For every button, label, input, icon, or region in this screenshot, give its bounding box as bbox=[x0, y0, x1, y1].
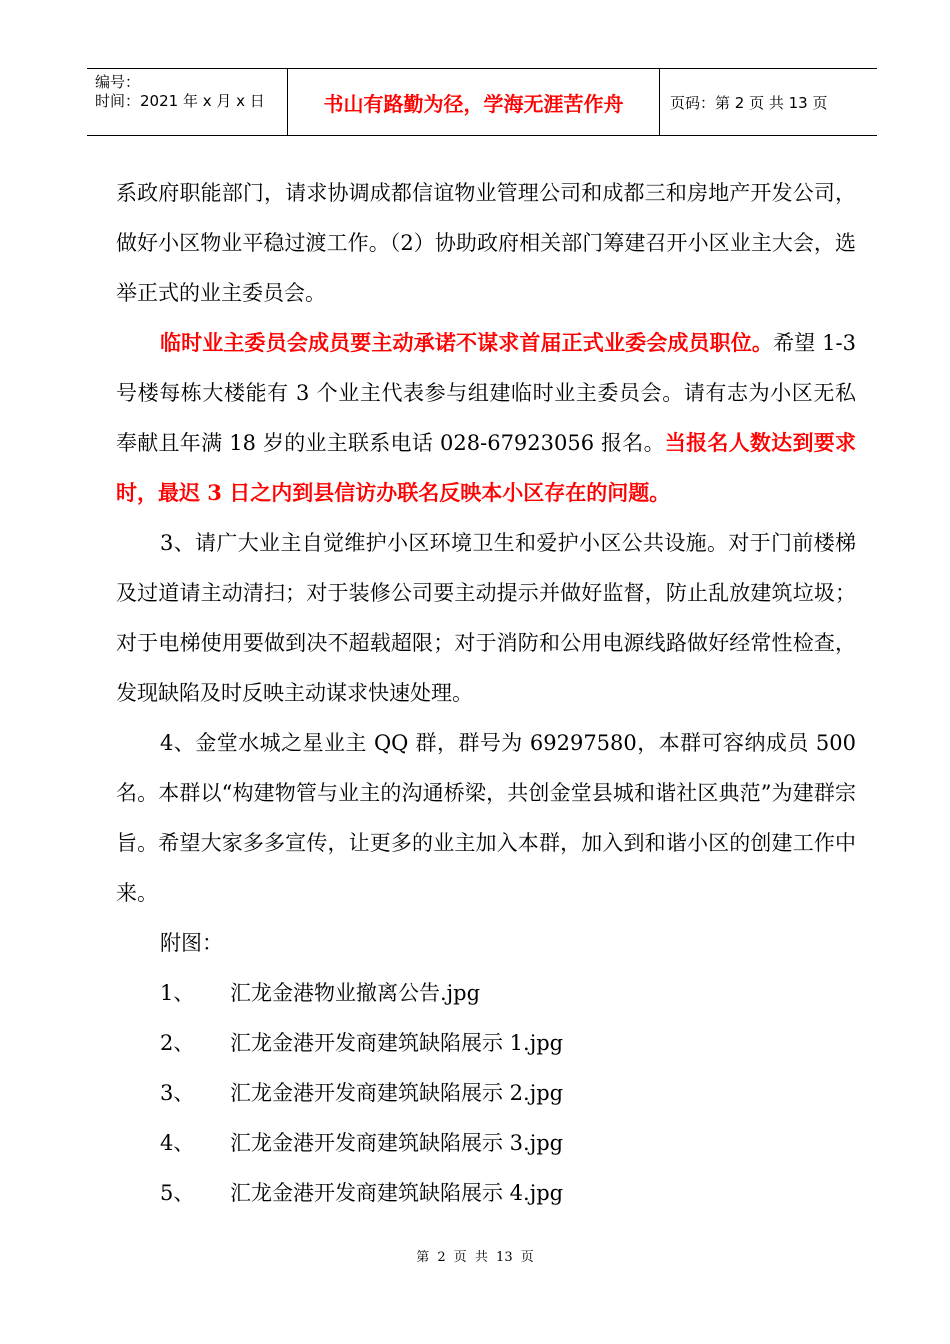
page-label: 页码：第 2 页 共 13 页 bbox=[670, 93, 828, 112]
paragraph-2-highlight-2: 当报名人数达到要求时，最迟 3 日之内到县信访办联名反映本小区存在的问题。 bbox=[116, 430, 856, 505]
header-page-info bbox=[660, 69, 877, 135]
paragraph-2-highlight: 临时业主委员会成员要主动承诺不谋求首届正式业委会成员职位。 bbox=[160, 330, 774, 355]
attachment-number: 2、 bbox=[160, 1031, 195, 1055]
document-body bbox=[116, 168, 856, 1218]
header-slogan-cell bbox=[287, 69, 660, 135]
header-slogan: 书山有路勤为径，学海无涯苦作舟 bbox=[323, 91, 624, 116]
attachments-list bbox=[116, 968, 856, 1218]
attachment-name: 汇龙金港物业撤离公告.jpg bbox=[230, 981, 481, 1005]
list-item bbox=[116, 1118, 856, 1168]
number-label: 编号： bbox=[95, 73, 141, 91]
list-item bbox=[116, 1018, 856, 1068]
paragraph-1: 系政府职能部门，请求协调成都信谊物业管理公司和成都三和房地产开发公司，做好小区物业平稳过渡工作。（2）协助政府相关部门筹建召开小区业主大会，选举正式的业主委员会。 bbox=[116, 181, 856, 305]
paragraph-2-text: 希望 1-3 号楼每栋大楼能有 3 个业主代表参与组建临时业主委员会。请有志为小区无私奉献且年满 18 岁的业主联系电话 028-67923056 报名。 bbox=[116, 331, 856, 455]
header-meta bbox=[87, 69, 287, 135]
attachment-name: 汇龙金港开发商建筑缺陷展示 2.jpg bbox=[230, 1081, 564, 1105]
attachment-number: 3、 bbox=[160, 1081, 195, 1105]
list-item bbox=[116, 1168, 856, 1218]
attachment-number: 5、 bbox=[160, 1181, 195, 1205]
attachment-number: 4、 bbox=[160, 1131, 195, 1155]
list-item bbox=[116, 1068, 856, 1118]
paragraph-4: 4、金堂水城之星业主 QQ 群，群号为 69297580，本群可容纳成员 500 名。本群以“构建物管与业主的沟通桥梁，共创金堂县城和谐社区典范”为建群宗旨。希望大家多多宣传，让更多的业主加入本群，加入到和谐小区的创建工作中来。 bbox=[116, 731, 856, 905]
page-header bbox=[87, 68, 877, 136]
paragraph-2 bbox=[116, 318, 856, 518]
attachment-name: 汇龙金港开发商建筑缺陷展示 1.jpg bbox=[230, 1031, 564, 1055]
list-item bbox=[116, 968, 856, 1018]
paragraph-3: 3、请广大业主自觉维护小区环境卫生和爱护小区公共设施。对于门前楼梯及过道请主动清扫；对于装修公司要主动提示并做好监督，防止乱放建筑垃圾；对于电梯使用要做到决不超载超限；对于消防和公用电源线路做好经常性检查，发现缺陷及时反映主动谋求快速处理。 bbox=[116, 531, 856, 705]
attachment-name: 汇龙金港开发商建筑缺陷展示 4.jpg bbox=[230, 1181, 564, 1205]
attachment-name: 汇龙金港开发商建筑缺陷展示 3.jpg bbox=[230, 1131, 564, 1155]
page-footer: 第 2 页 共 13 页 bbox=[416, 1250, 534, 1265]
attachments-title: 附图： bbox=[160, 931, 223, 955]
attachment-number: 1、 bbox=[160, 981, 195, 1005]
time-label: 时间：2021 年 x 月 x 日 bbox=[95, 92, 265, 110]
